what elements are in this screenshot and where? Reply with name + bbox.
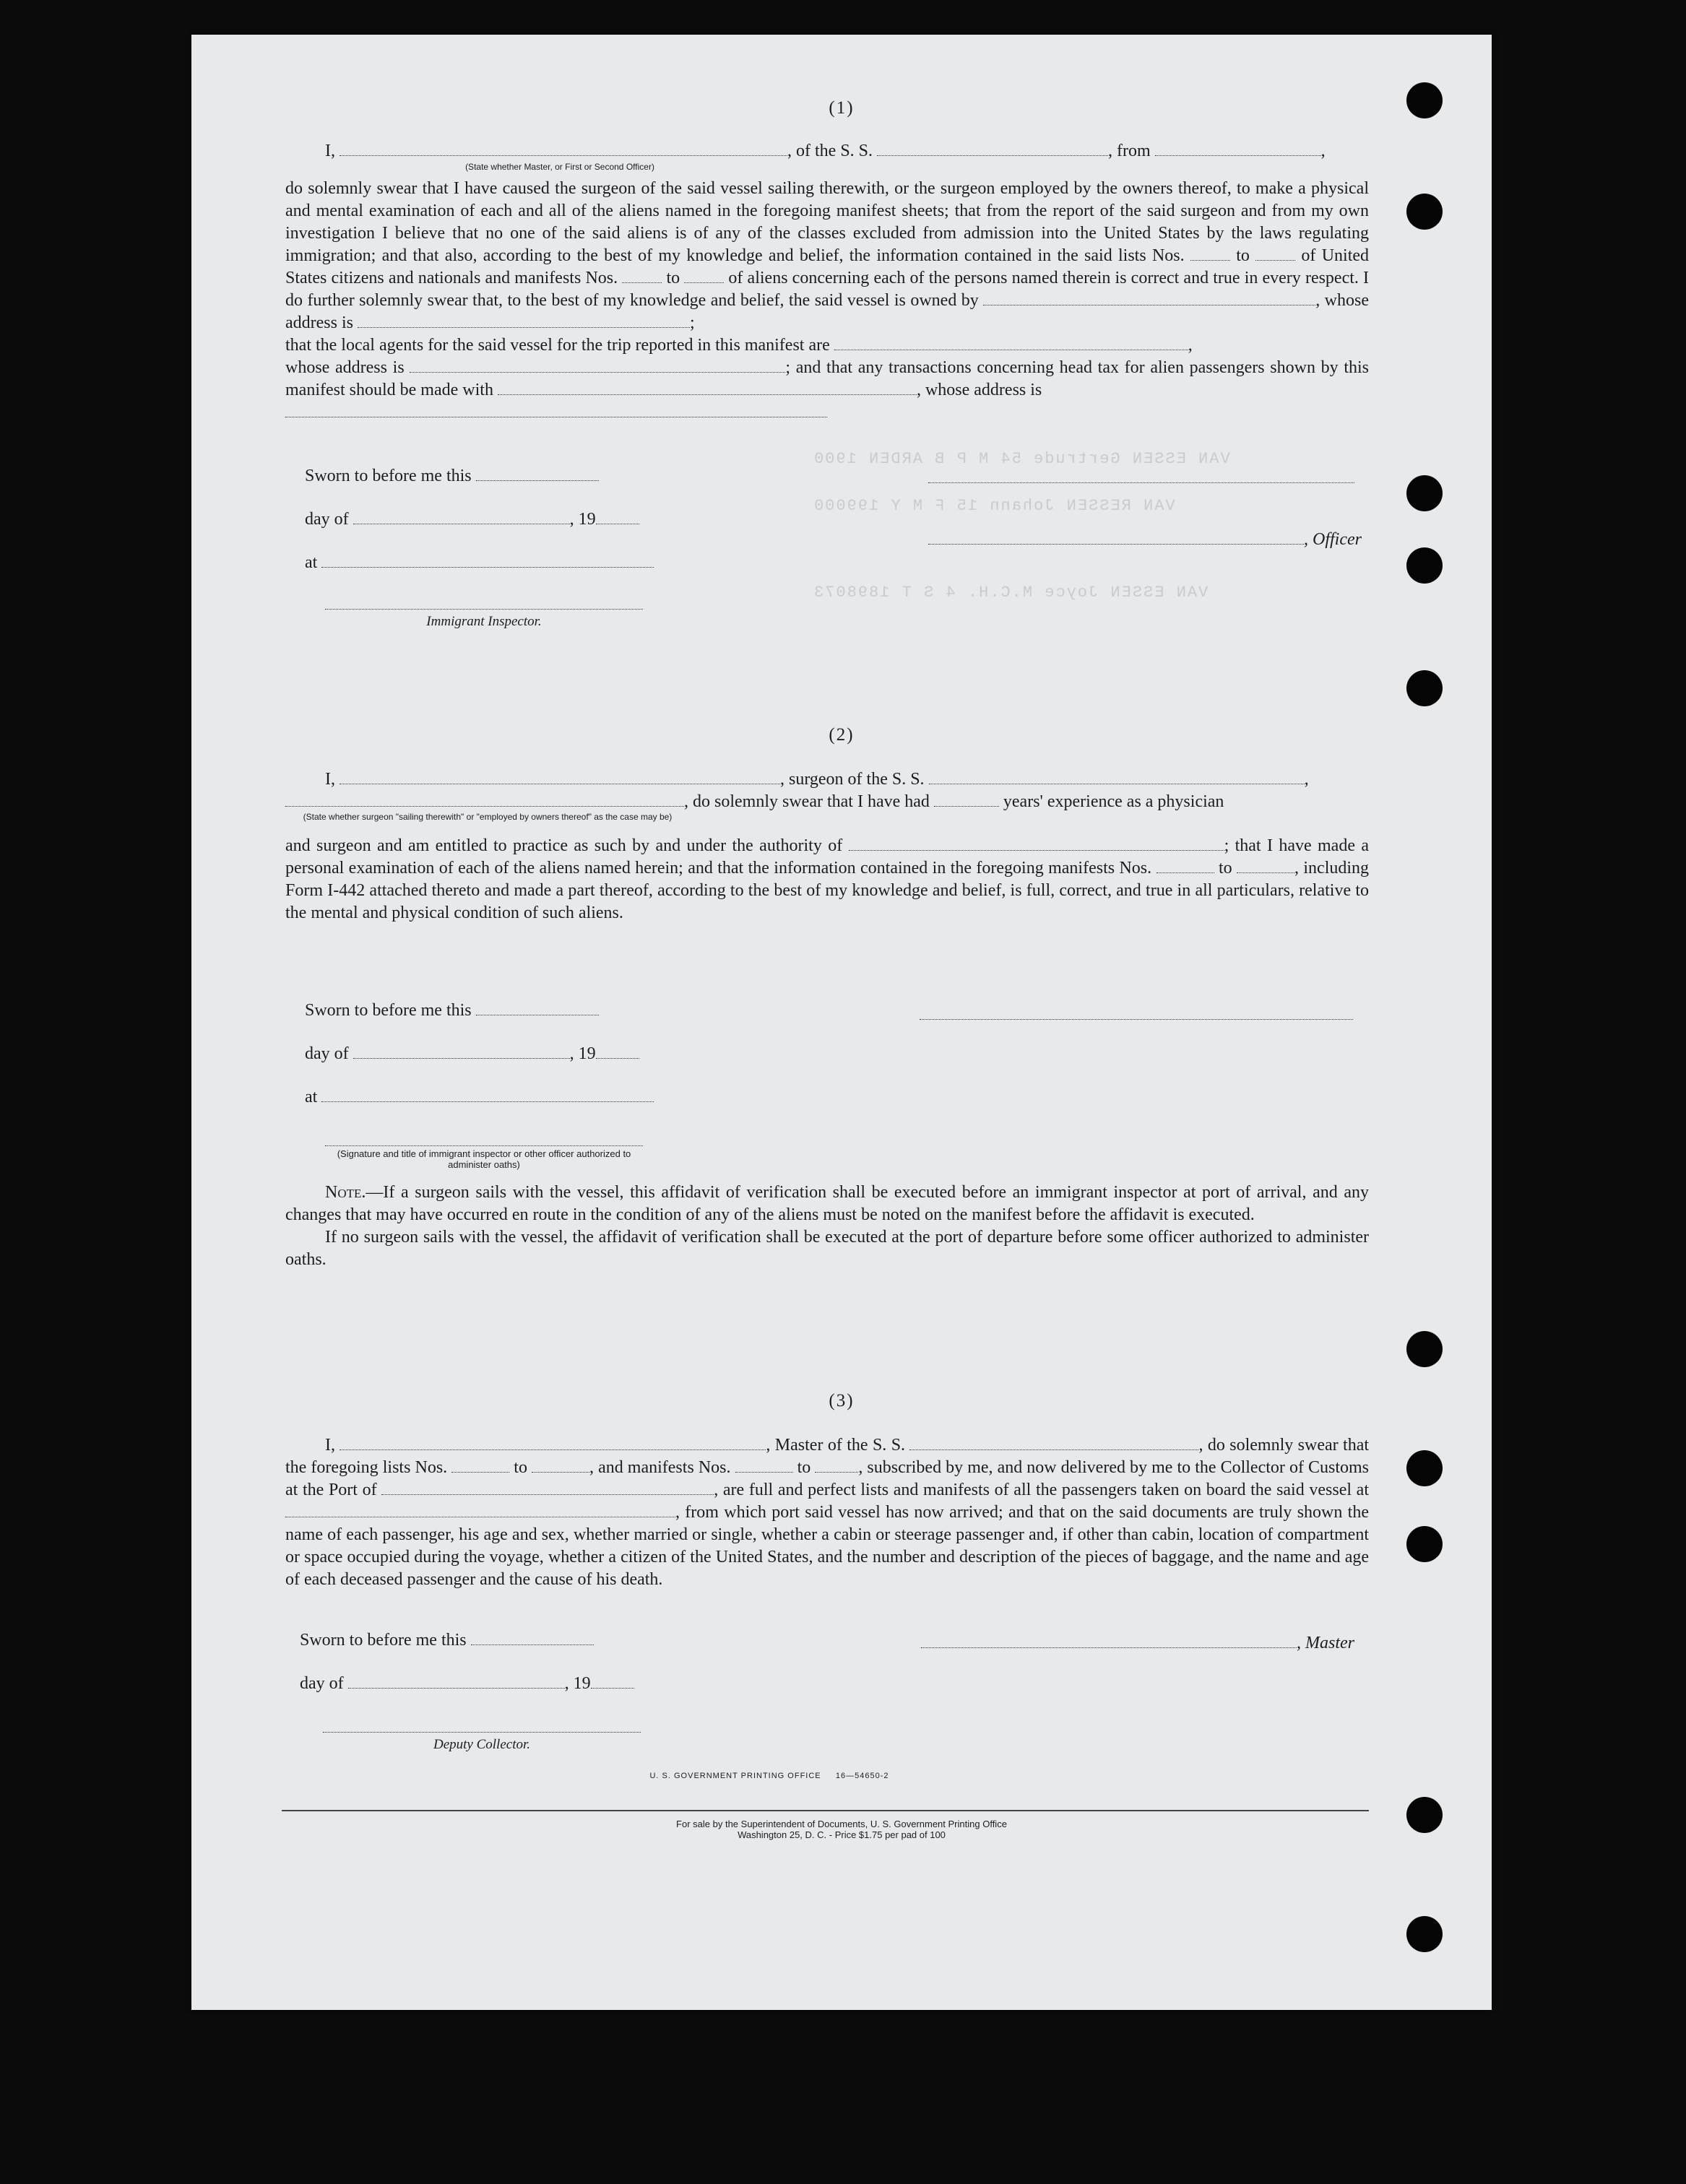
section-1-officer-note: (State whether Master, or First or Second Officer) <box>465 162 654 172</box>
section-1-inspector-caption: Immigrant Inspector. <box>426 614 542 629</box>
section-1-officer-label: , Officer <box>928 530 1354 550</box>
section-3-body: I, , Master of the S. S. , do solemnly swear that the foregoing lists Nos. to , and manifests Nos. to , subscribed by me, and now delivered by me to the Collector of Customs at the Port of , are full and perfect lists and manifests of all the passengers taken on board the said vessel at , from which port said vessel has now arrived; and that on the said documents are truly shown the name of each passenger, his age and sex, whether married or single, whether a cabin or steerage passenger and, if other than cabin, location of compartment or space occupied during the voyage, whether a citizen of the United States, and the number and description of the pieces of baggage, and the name and age of each deceased passenger and the cause of his death. <box>285 1436 1370 1589</box>
section-1-sworn-row: Sworn to before me this <box>305 467 599 486</box>
section-2-surgeon-signature-line <box>920 1019 1353 1020</box>
section-3-deputy-line <box>323 1732 641 1733</box>
section-3-master-label: , Master <box>917 1634 1354 1653</box>
footer-sale-line-1: For sale by the Superintendent of Documents, U. S. Government Printing Office <box>676 1819 1007 1829</box>
section-1-at-row: at <box>305 553 654 573</box>
bleed-through-text: VAN ESSEN Joyce M.C.H. 4 S T 1898073 <box>813 584 1209 602</box>
section-2-sworn-row: Sworn to before me this <box>305 1001 599 1020</box>
binder-hole <box>1406 1916 1443 1952</box>
section-1-inspector-line <box>325 609 643 610</box>
section-1-officer-signature-line <box>928 482 1354 483</box>
footer-rule <box>282 1810 1369 1811</box>
section-2-inspector-line <box>325 1145 643 1146</box>
footer-sale-line-2: Washington 25, D. C. - Price $1.75 per pad of 100 <box>738 1829 946 1840</box>
section-1-number: (1) <box>829 98 855 118</box>
section-2-note: Note.—If a surgeon sails with the vessel, this affidavit of verification shall be executed before an immigrant inspector at port of arrival, and any changes that may have occurred en route in the condition of any of the aliens must be noted on the manifest before the affidavit is executed. If no surgeon sails with the vessel, the affidavit of verification shall be executed at the port of departure before some officer authorized to administer oaths. <box>285 1183 1369 1269</box>
section-2-line-2: , do solemnly swear that I have had years' experience as a physician <box>285 792 1224 812</box>
section-2-body: and surgeon and am entitled to practice as such by and under the authority of ; that I have made a personal examination of each of the aliens named herein; and that the information contained in the foregoing manifests Nos. to , including Form I-442 attached thereto and made a part thereof, according to the best of my knowledge and belief, is full, correct, and true in all particulars, relative to the mental and physical condition of such aliens. <box>285 836 1370 922</box>
section-3-sworn-row: Sworn to before me this <box>300 1631 594 1650</box>
binder-hole <box>1406 475 1443 511</box>
section-2-line-1: I, , surgeon of the S. S. , <box>325 770 1309 789</box>
section-3-day-row: day of , 19 <box>300 1674 634 1694</box>
section-3-deputy-caption: Deputy Collector. <box>433 1737 531 1752</box>
section-1-body: do solemnly swear that I have caused the surgeon of the said vessel sailing therewith, or the surgeon employed by the owners thereof, to make a physical and mental examination of each and all of the aliens named in the foregoing manifest sheets; that from the report of the said surgeon and from my own investigation I believe that no one of the said aliens is of any of the classes excluded from admission into the United States by the laws regulating immigration; and that also, according to the best of my knowledge and belief, the information contained in the said lists Nos. to of United States citizens and nationals and manifests Nos. to of aliens concerning each of the persons named therein is correct and true in every respect. I do further solemnly swear that, to the best of my knowledge and belief, the said vessel is owned by , whose address is ; that the local agents for the said vessel for the trip reported in this manifest are , whose address is ; and that any transactions concerning head tax for alien passengers shown by this manifest should be made with , whose address is <box>285 178 1369 424</box>
section-1-day-row: day of , 19 <box>305 510 639 529</box>
section-2-number: (2) <box>829 725 855 745</box>
binder-hole <box>1406 1331 1443 1367</box>
section-2-day-row: day of , 19 <box>305 1044 639 1064</box>
section-3-number: (3) <box>829 1391 855 1410</box>
section-2-at-row: at <box>305 1088 654 1107</box>
binder-hole <box>1406 547 1443 584</box>
section-2-inspector-caption: (Signature and title of immigrant inspector or other officer authorized to administer oaths) <box>337 1148 631 1170</box>
gpo-imprint: U. S. GOVERNMENT PRINTING OFFICE 16—54650-2 <box>649 1772 889 1780</box>
binder-hole <box>1406 194 1443 230</box>
section-2-surgeon-note: (State whether surgeon "sailing therewith" or "employed by owners thereof" as the case may be) <box>303 812 673 822</box>
binder-hole <box>1406 1450 1443 1486</box>
binder-hole <box>1406 670 1443 706</box>
binder-hole <box>1406 1526 1443 1562</box>
binder-hole <box>1406 1797 1443 1833</box>
document-page <box>191 35 1492 2010</box>
bleed-through-text: VAN RESSEN Johann 15 F M Y 199000 <box>813 497 1175 515</box>
section-1-line-1: I, , of the S. S. , from , <box>325 142 1326 160</box>
bleed-through-text: VAN ESSEN Gertrude 54 M P B ARDEN 1900 <box>813 450 1230 468</box>
